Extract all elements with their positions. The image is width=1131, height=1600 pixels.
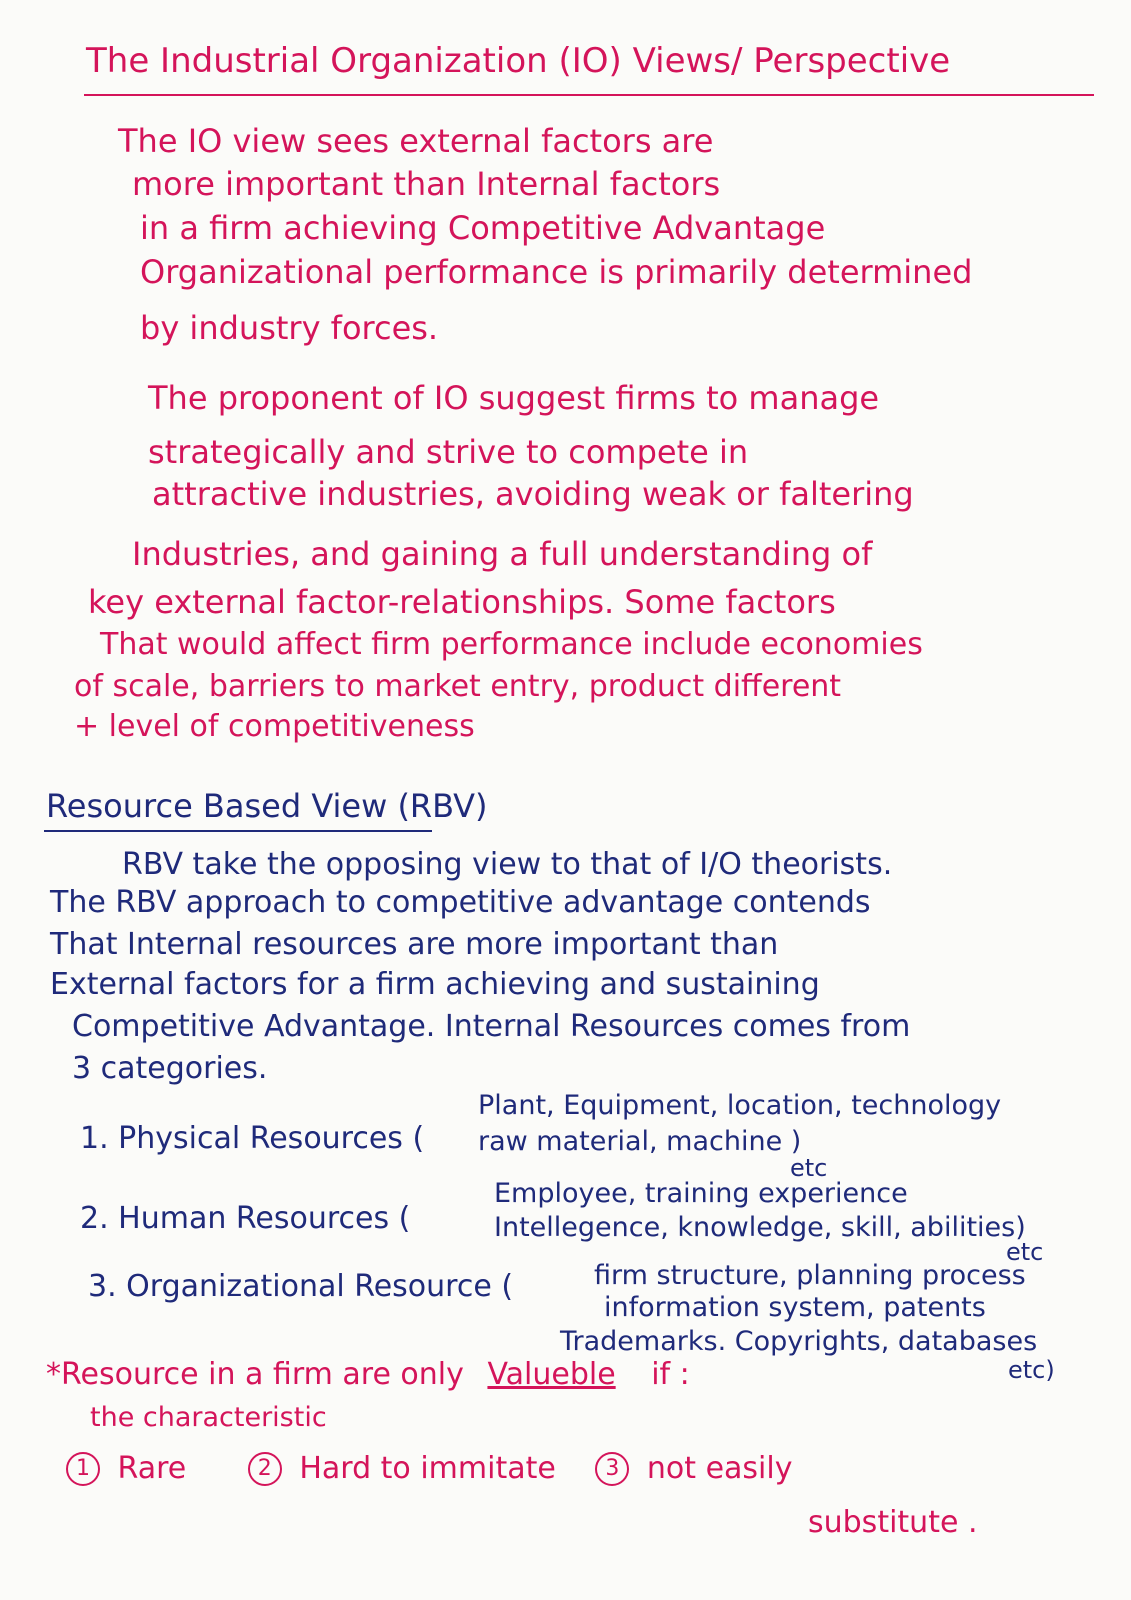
rbv-item-human-detail-1: Employee, training experience	[494, 1178, 908, 1209]
rbv-intro-line-3: That Internal resources are more important than	[50, 927, 779, 962]
rbv-item-organizational-detail-2: information system, patents	[604, 1292, 986, 1323]
rbv-item-organizational-detail-3: Trademarks. Copyrights, databases	[560, 1326, 1038, 1357]
condition-2-text: Hard to immitate	[299, 1450, 556, 1486]
rbv-intro-line-5: Competitive Advantage. Internal Resources comes from	[72, 1009, 911, 1044]
condition-3-number: 3	[595, 1452, 629, 1486]
condition-2-number: 2	[248, 1452, 282, 1486]
rbv-item-human-detail-2: Intellegence, knowledge, skill, abilities)	[494, 1212, 1026, 1243]
rbv-item-physical-detail-1: Plant, Equipment, location, technology	[478, 1090, 1002, 1121]
io-p2-line-8: + level of competitiveness	[74, 709, 475, 744]
rbv-item-physical-detail-2: raw material, machine )	[478, 1126, 802, 1157]
io-p1-line-4: Organizational performance is primarily determined	[140, 253, 973, 291]
io-p1-line-1: The IO view sees external factors are	[118, 122, 714, 160]
rbv-intro-line-1: RBV take the opposing view to that of I/O theorists.	[122, 847, 893, 882]
io-p2-line-2: strategically and strive to compete in	[148, 433, 749, 471]
valuable-line-1-post: if :	[651, 1357, 690, 1392]
rbv-item-organizational-detail-4: etc)	[1008, 1356, 1055, 1384]
io-p2-line-1: The proponent of IO suggest firms to manage	[148, 379, 880, 417]
rbv-item-physical-detail-3: etc	[790, 1154, 828, 1182]
rbv-intro-line-2: The RBV approach to competitive advantage contends	[50, 885, 871, 920]
io-p1-line-3: in a firm achieving Competitive Advantage	[140, 209, 826, 247]
condition-3-text: not easily	[646, 1450, 793, 1486]
rbv-title: Resource Based View (RBV)	[46, 787, 488, 825]
condition-1-number: 1	[66, 1452, 100, 1486]
rbv-intro-line-4: External factors for a firm achieving and sustaining	[50, 967, 820, 1002]
io-title: The Industrial Organization (IO) Views/ Perspective	[86, 41, 951, 81]
valuable-conditions	[66, 1452, 792, 1486]
rbv-title-underline	[44, 830, 432, 832]
rbv-item-human-label: 2. Human Resources (	[80, 1201, 411, 1236]
io-p1-line-5: by industry forces.	[140, 309, 439, 347]
valuable-underlined: Valueble	[487, 1357, 616, 1392]
valuable-line-1-pre: *Resource in a firm are only	[46, 1357, 464, 1392]
rbv-intro-line-6: 3 categories.	[72, 1051, 268, 1086]
valuable-line-2: the characteristic	[90, 1402, 327, 1433]
io-p1-line-2: more important than Internal factors	[132, 165, 721, 203]
io-title-underline	[84, 94, 1094, 96]
io-p2-line-6: That would affect firm performance include economies	[100, 627, 923, 662]
rbv-item-human-detail-3: etc	[1006, 1238, 1044, 1266]
io-p2-line-7: of scale, barriers to market entry, product different	[74, 669, 842, 704]
io-p2-line-3: attractive industries, avoiding weak or faltering	[152, 475, 914, 513]
rbv-item-organizational-label: 3. Organizational Resource (	[88, 1269, 514, 1304]
condition-3-continuation: substitute .	[808, 1505, 978, 1540]
condition-1-text: Rare	[117, 1450, 187, 1486]
valuable-line-1	[46, 1357, 690, 1392]
rbv-item-organizational-detail-1: firm structure, planning process	[594, 1260, 1026, 1291]
io-p2-line-5: key external factor-relationships. Some factors	[88, 583, 836, 621]
io-p2-line-4: Industries, and gaining a full understanding of	[132, 535, 873, 573]
rbv-item-physical-label: 1. Physical Resources (	[80, 1121, 425, 1156]
